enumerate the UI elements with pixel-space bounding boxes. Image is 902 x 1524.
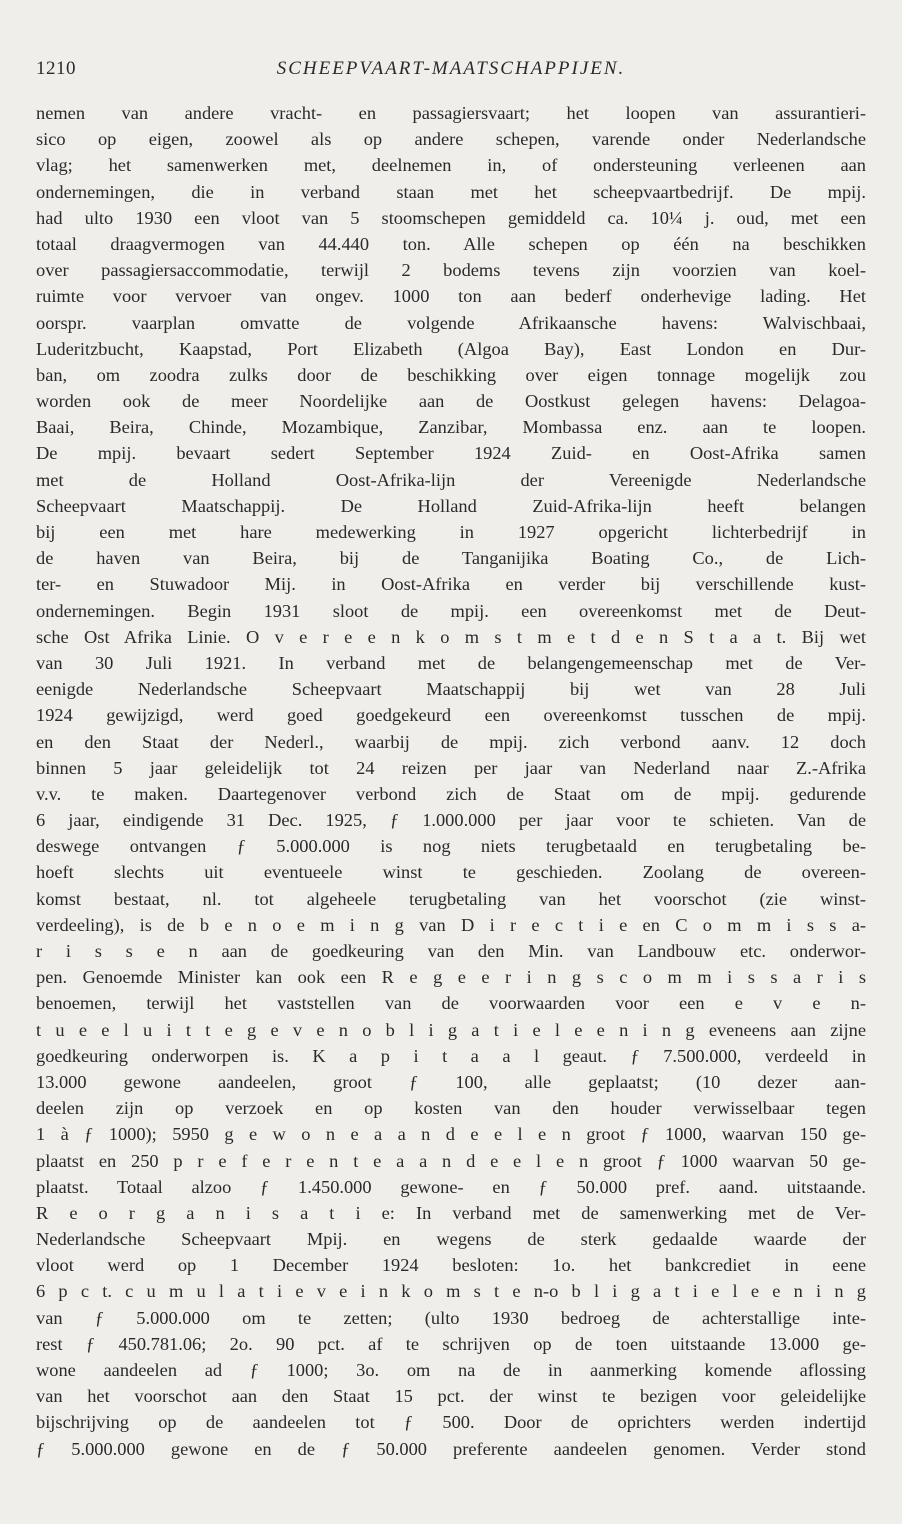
text-line: totaal draagvermogen van 44.440 ton. Alle schepen op één na beschikken [36,233,866,254]
text-line: Nederlandsche Scheepvaart Mpij. en wegens de sterk gedaalde waarde der [36,1229,866,1250]
text-line: plaatst. Totaal alzoo ƒ 1.450.000 gewone- en ƒ 50.000 pref. aand. uitstaande. [36,1176,866,1197]
text-line: worden ook de meer Noordelijke aan de Oostkust gelegen havens: Delagoa- [36,391,866,412]
text-line: t u e e l u i t t e g e v e n o b l i g a t i e l e e n i n g eveneens aan zijne [36,1019,866,1040]
text-line: r i s s e n aan de goedkeuring van den Min. van Landbouw etc. onderwor- [36,941,866,961]
text-line: 13.000 gewone aandeelen, groot ƒ 100, alle geplaatst; (10 dezer aan- [36,1071,866,1092]
text-line: bijschrijving op de aandeelen tot ƒ 500. Door de oprichters werden indertijd [36,1412,866,1433]
text-line: sico op eigen, zoowel als op andere schepen, varende onder Nederlandsche [36,129,866,150]
body-text [36,100,866,1462]
text-line: ban, om zoodra zulks door de beschikking over eigen tonnage mogelijk zou [36,364,866,385]
text-line: ondernemingen, die in verband staan met het scheepvaartbedrijf. De mpij. [36,181,866,202]
text-line: met de Holland Oost-Afrika-lijn der Vereenigde Nederlandsche [36,469,866,490]
text-line: verdeeling), is de b e n o e m i n g van D i r e c t i e en C o m m i s s a- [36,914,866,935]
text-line: ruimte voor vervoer van ongev. 1000 ton aan bederf onderhevige lading. Het [36,286,866,307]
text-line: deelen zijn op verzoek en op kosten van den houder verwisselbaar tegen [36,1098,866,1119]
text-line: eenigde Nederlandsche Scheepvaart Maatschappij bij wet van 28 Juli [36,679,866,700]
text-line: bij een met hare medewerking in 1927 opgericht lichterbedrijf in [36,522,866,542]
text-line: v.v. te maken. Daartegenover verbond zich de Staat om de mpij. gedurende [36,783,866,804]
text-line: R e o r g a n i s a t i e: In verband met de samenwerking met de Ver- [36,1202,866,1223]
text-line: hoeft slechts uit eventueele winst te geschieden. Zoolang de overeen- [36,862,866,883]
text-line: van het voorschot aan den Staat 15 pct. der winst te bezigen voor geleidelijke [36,1386,866,1407]
text-line: had ulto 1930 een vloot van 5 stoomschepen gemiddeld ca. 10¼ j. oud, met een [36,207,866,228]
text-line: pen. Genoemde Minister kan ook een R e g e e r i n g s c o m m i s s a r i s [36,967,866,988]
text-line: Scheepvaart Maatschappij. De Holland Zuid-Afrika-lijn heeft belangen [36,495,866,516]
text-line: 1 à ƒ 1000); 5950 g e w o n e a a n d e e l e n groot ƒ 1000, waarvan 150 ge- [36,1124,866,1145]
running-head [36,58,866,90]
text-line: over passagiersaccommodatie, terwijl 2 bodems tevens zijn voorzien van koel- [36,260,866,281]
page-number: 1210 [36,58,76,79]
text-line: oorspr. vaarplan omvatte de volgende Afrikaansche havens: Walvischbaai, [36,312,866,333]
text-line: komst bestaat, nl. tot algeheele terugbetaling van het voorschot (zie winst- [36,888,866,909]
text-line: van ƒ 5.000.000 om te zetten; (ulto 1930 bedroeg de achterstallige inte- [36,1307,866,1328]
text-line: Luderitzbucht, Kaapstad, Port Elizabeth (Algoa Bay), East London en Dur- [36,338,866,359]
text-line: ƒ 5.000.000 gewone en de ƒ 50.000 preferente aandeelen genomen. Verder stond [36,1438,866,1459]
text-line: van 30 Juli 1921. In verband met de belangengemeenschap met de Ver- [36,652,866,673]
text-line: nemen van andere vracht- en passagiersvaart; het loopen van assurantieri- [36,103,866,123]
text-line: wone aandeelen ad ƒ 1000; 3o. om na de in aanmerking komende aflossing [36,1360,866,1380]
running-title: SCHEEPVAART-MAATSCHAPPIJEN. [276,58,626,79]
text-line: sche Ost Afrika Linie. O v e r e e n k o m s t m e t d e n S t a a t. Bij wet [36,626,866,647]
text-line: ter- en Stuwadoor Mij. in Oost-Afrika en verder bij verschillende kust- [36,574,866,595]
text-line: de haven van Beira, bij de Tanganijika Boating Co., de Lich- [36,548,866,569]
text-line: 1924 gewijzigd, werd goed goedgekeurd een overeenkomst tusschen de mpij. [36,705,866,726]
text-line: De mpij. bevaart sedert September 1924 Zuid- en Oost-Afrika samen [36,443,866,464]
text-line: en den Staat der Nederl., waarbij de mpij. zich verbond aanv. 12 doch [36,731,866,752]
text-line: rest ƒ 450.781.06; 2o. 90 pct. af te schrijven op de toen uitstaande 13.000 ge- [36,1333,866,1354]
text-line: ondernemingen. Begin 1931 sloot de mpij. een overeenkomst met de Deut- [36,600,866,621]
text-line: 6 p c t. c u m u l a t i e v e i n k o m s t e n-o b l i g a t i e l e e n i n g [36,1281,866,1302]
text-line: goedkeuring onderworpen is. K a p i t a a l geaut. ƒ 7.500.000, verdeeld in [36,1045,866,1066]
text-line: vloot werd op 1 December 1924 besloten: 1o. het bankcrediet in eene [36,1255,866,1276]
text-line: benoemen, terwijl het vaststellen van de voorwaarden voor een e v e n- [36,993,866,1014]
text-line: 6 jaar, eindigende 31 Dec. 1925, ƒ 1.000.000 per jaar voor te schieten. Van de [36,810,866,831]
text-line: Baai, Beira, Chinde, Mozambique, Zanzibar, Mombassa enz. aan te loopen. [36,417,866,438]
text-line: deswege ontvangen ƒ 5.000.000 is nog niets terugbetaald en terugbetaling be- [36,836,866,857]
text-line: plaatst en 250 p r e f e r e n t e a a n d e e l e n groot ƒ 1000 waarvan 50 ge- [36,1150,866,1171]
text-line: binnen 5 jaar geleidelijk tot 24 reizen per jaar van Nederland naar Z.-Afrika [36,757,866,778]
text-line: vlag; het samenwerken met, deelnemen in, of ondersteuning verleenen aan [36,155,866,176]
